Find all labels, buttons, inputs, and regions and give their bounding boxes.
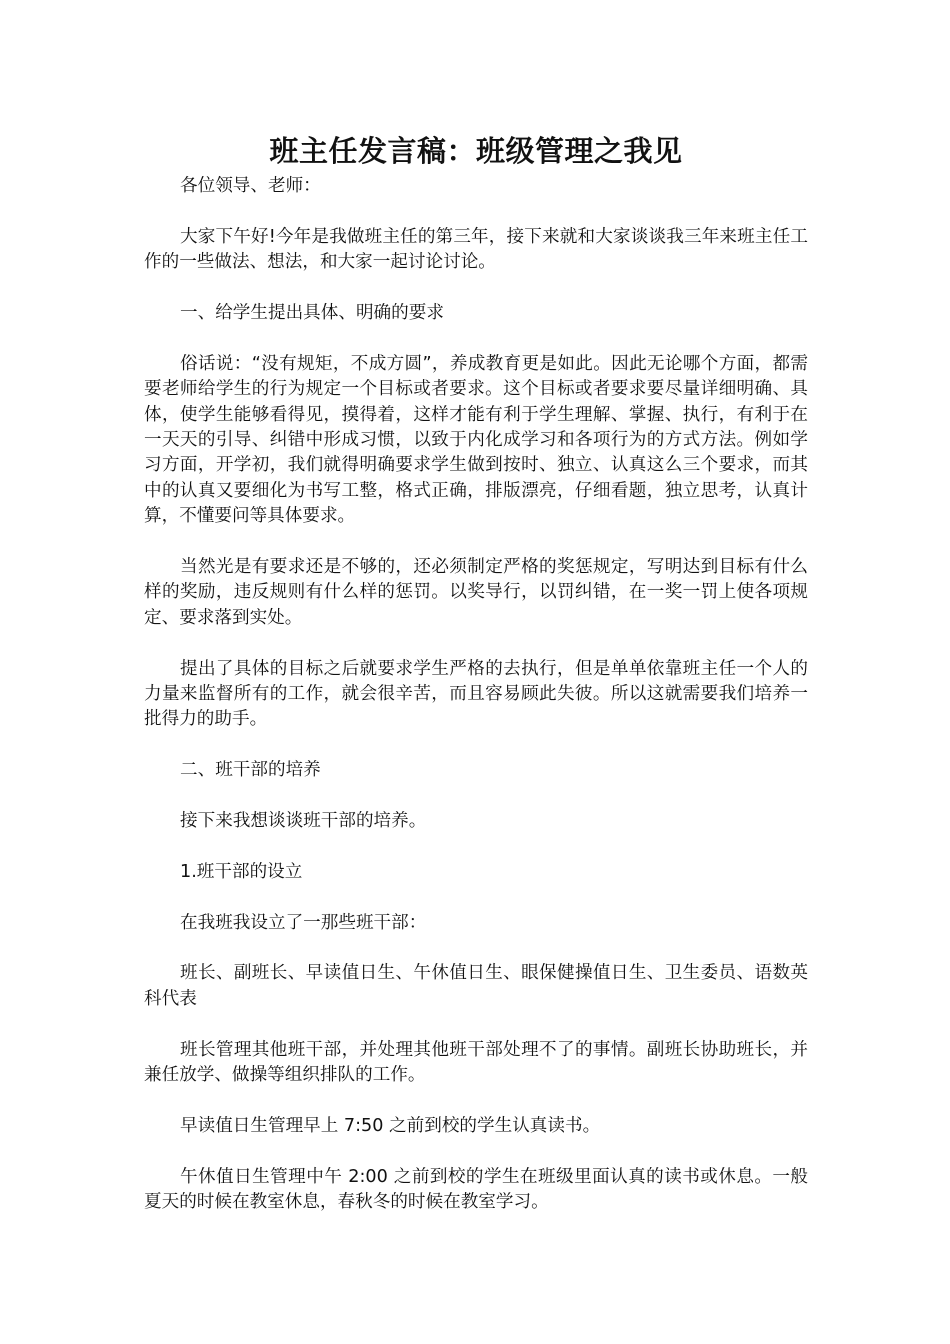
paragraph-intro-cadres: 接下来我想谈谈班干部的培养。 (180, 811, 427, 832)
paragraph-spacer (144, 733, 808, 758)
paragraph-helpers: 提出了具体的目标之后就要求学生严格的去执行，但是单单依靠班主任一个人的力量来监督所有的工作，就会很辛苦，而且容易顾此失彼。所以这就需要我们培养一批得力的助手。 (144, 658, 808, 730)
paragraph-spacer (144, 1012, 808, 1037)
paragraph-spacer (144, 834, 808, 859)
paragraph-spacer (144, 276, 808, 301)
paragraph-spacer (144, 1088, 808, 1113)
paragraph-spacer (144, 631, 808, 656)
paragraph-rewards: 当然光是有要求还是不够的，还必须制定严格的奖惩规定，写明达到目标有什么样的奖励，违反规则有什么样的惩罚。以奖导行，以罚纠错，在一奖一罚上使各项规定、要求落到实处。 (144, 557, 808, 628)
paragraph-greeting: 各位领导、老师： (180, 176, 321, 196)
paragraph-spacer (144, 936, 808, 961)
section-heading-2: 二、班干部的培养 (180, 760, 321, 781)
paragraph-spacer (144, 784, 808, 809)
paragraph-spacer (144, 199, 808, 224)
subsection-heading-1: 1.班干部的设立 (180, 861, 303, 882)
paragraph-noon-duty: 午休值日生管理中午 2:00 之前到校的学生在班级里面认真的读书或休息。一般夏天的时候在教室休息，春秋冬的时候在教室学习。 (144, 1166, 808, 1213)
paragraph-opening: 大家下午好!今年是我做班主任的第三年，接下来就和大家谈谈我三年来班主任工作的一些做法、想法，和大家一起讨论讨论。 (144, 226, 808, 273)
section-heading-1: 一、给学生提出具体、明确的要求 (180, 303, 444, 323)
document-page (144, 128, 808, 1215)
paragraph-requirements: 俗话说：“没有规矩，不成方圆”，养成教育更是如此。因此无论哪个方面，都需要老师给学生的行为规定一个目标或者要求。这个目标或者要求要尽量详细明确、具体，使学生能够看得见，摸得着，这样才能有利于学生理解、掌握、执行，有利于在一天天的引导、纠错中形成习惯，以致于内化成学习和各项行为的方式方法。例如学习方面，开学初，我们就得明确要求学生做到按时、独立、认真这么三个要求，而其中的认真又要细化为书写工整，格式正确，排版漂亮，仔细看题，独立思考，认真计算，不懂要问等具体要求。 (144, 353, 808, 527)
paragraph-cadre-list: 班长、副班长、早读值日生、午休值日生、眼保健操值日生、卫生委员、语数英科代表 (144, 963, 808, 1009)
paragraph-spacer (144, 530, 808, 555)
document-title: 班主任发言稿：班级管理之我见 (269, 134, 683, 168)
paragraph-spacer (144, 885, 808, 910)
paragraph-spacer (144, 1139, 808, 1164)
paragraph-cadres-setup: 在我班我设立了一那些班干部： (180, 912, 427, 933)
paragraph-monitor-duties: 班长管理其他班干部，并处理其他班干部处理不了的事情。副班长协助班长，并兼任放学、做操等组织排队的工作。 (144, 1039, 808, 1086)
paragraph-morning-reading: 早读值日生管理早上 7:50 之前到校的学生认真读书。 (180, 1115, 601, 1136)
paragraph-spacer (144, 326, 808, 351)
